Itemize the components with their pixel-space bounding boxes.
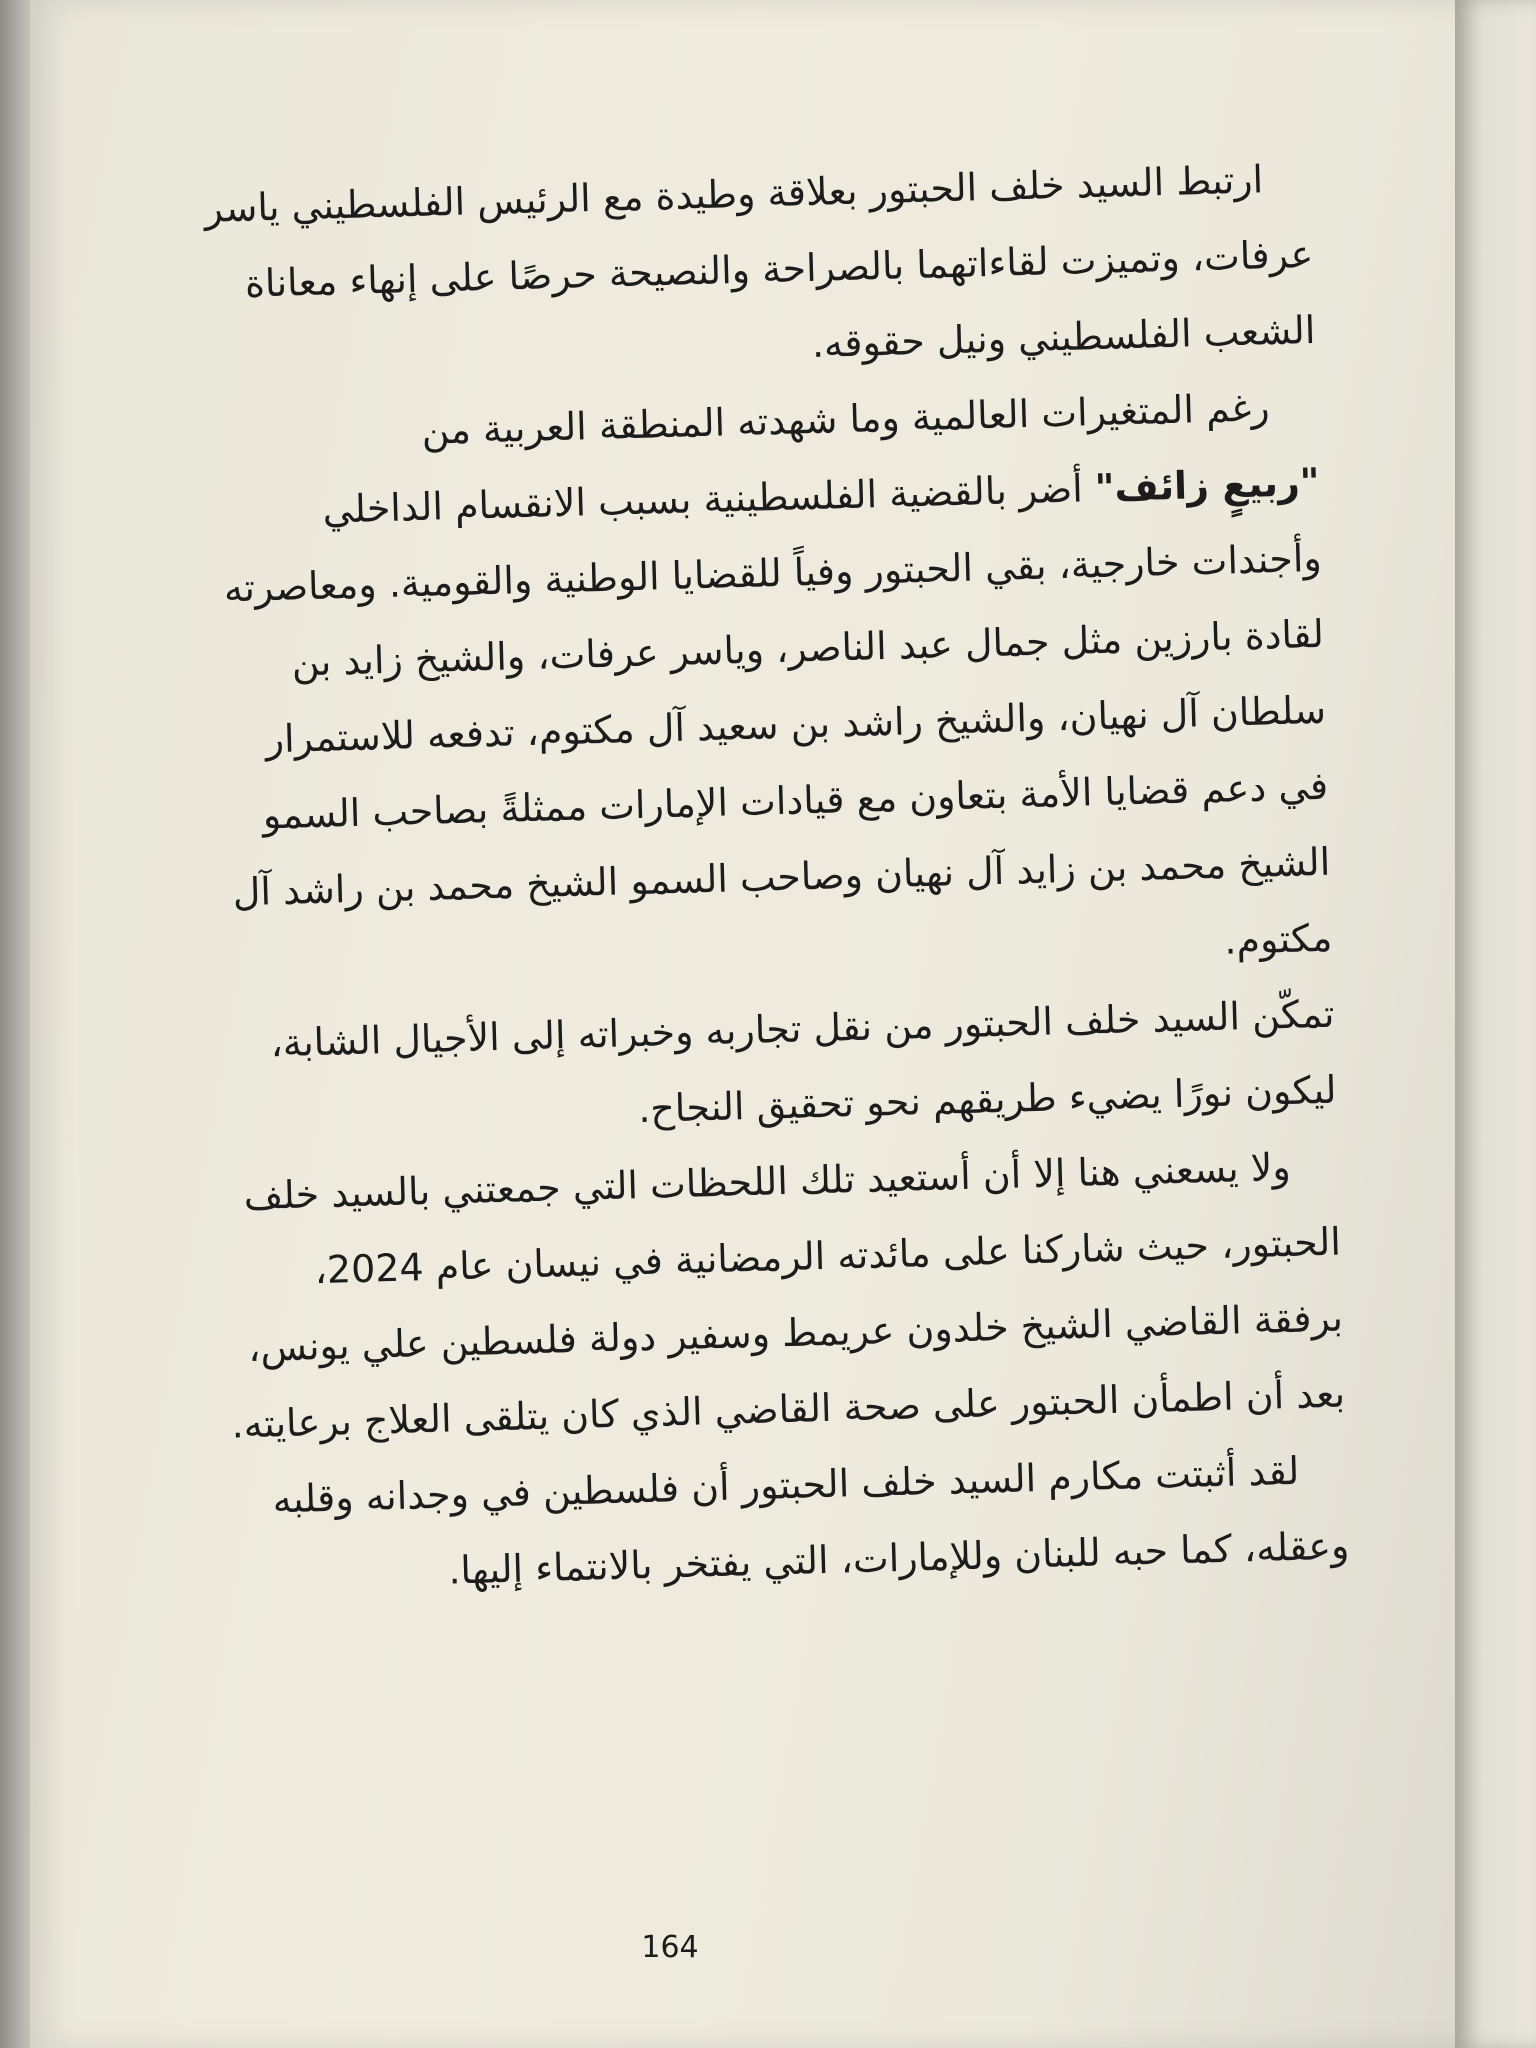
paragraph-2-rest: أضر بالقضية الفلسطينية بسبب الانقسام الداخلي وأجندات خارجية، بقي الحبتور وفياً للقضايا الوطنية والقومية. ومعاصرته لقادة بارزين مثل جمال عبد الناصر، وياسر عرفات، والشيخ زايد بن سلطان آل نهيان، والشيخ راشد بن سعيد آل مكتوم، تدفعه للاستمرار في دعم قضايا الأمة بتعاون مع قيادات الإمارات ممثلةً بصاحب السمو الشيخ محمد بن زايد آل نهيان وصاحب السمو الشيخ محمد بن راشد آل مكتوم. (223, 466, 1333, 963)
paragraph-3: تمكّن السيد خلف الحبتور من نقل تجاربه وخبراته إلى الأجيال الشابة، ليكون نورًا يضيء طريقهم نحو تحقيق النجاح. (269, 991, 1338, 1132)
paragraph-5: لقد أثبتت مكارم السيد خلف الحبتور أن فلسطين في وجدانه وقلبه وعقله، كما حبه للبنان وللإمارات، التي يفتخر بالانتماء إليها. (272, 1448, 1350, 1593)
next-page-edge (1455, 0, 1536, 2048)
page-number: 164 (641, 1930, 699, 1965)
paragraph-2 (197, 368, 1334, 1007)
page-text (190, 140, 1350, 1615)
paragraph-4: ولا يسعني هنا إلا أن أستعيد تلك اللحظات التي جمعتني بالسيد خلف الحبتور، حيث شاركنا على مائدته الرمضانية في نيسان عام 2024، برفقة القاضي الشيخ خلدون عريمط وسفير دولة فلسطين علي يونس، بعد أن اطمأن الحبتور على صحة القاضي الذي كان يتلقى العلاج برعايته. (230, 1144, 1346, 1447)
paragraph-2-opening: رغم المتغيرات العالمية وما شهدته المنطقة العربية من (420, 385, 1271, 453)
paragraph-1: ارتبط السيد خلف الحبتور بعلاقة وطيدة مع الرئيس الفلسطيني ياسر عرفات، وتميزت لقاءاتهما بالصراحة والنصيحة حرصًا على إنهاء معاناة الشعب الفلسطيني ونيل حقوقه. (203, 157, 1316, 366)
quoted-phrase: "ربيعٍ زائف" (1094, 459, 1321, 511)
